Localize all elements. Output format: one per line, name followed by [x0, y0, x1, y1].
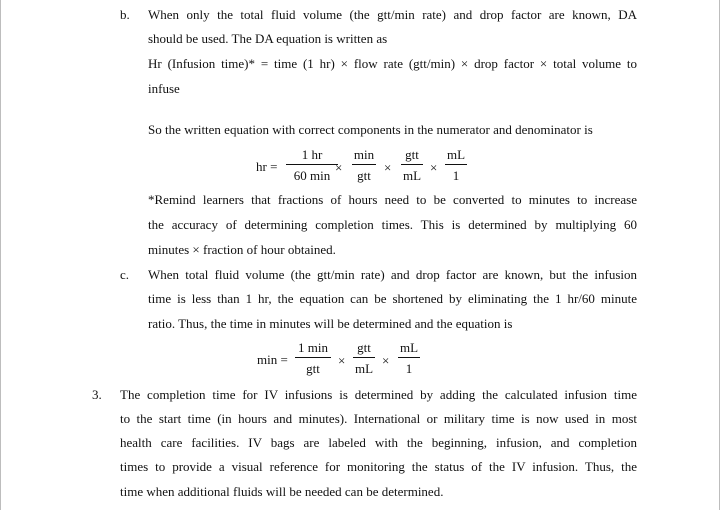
- fraction-numerator: mL: [398, 340, 420, 358]
- item-b-marker: b.: [120, 7, 130, 22]
- item-b-line-1: When only the total fluid volume (the gtt/min rate) and drop factor are known, DA: [148, 7, 637, 22]
- equation-hours: [256, 147, 486, 191]
- fraction-denominator: 1: [452, 168, 460, 183]
- times-sign: ×: [335, 160, 343, 175]
- item-3-line-3: health care facilities. IV bags are labeled with the beginning, infusion, and completion: [120, 435, 637, 450]
- item-3-marker: 3.: [92, 387, 102, 402]
- fraction-numerator: min: [352, 147, 376, 165]
- fraction-numerator: gtt: [353, 340, 375, 358]
- times-sign: ×: [430, 160, 438, 175]
- fraction-denominator: gtt: [306, 361, 320, 376]
- fraction-numerator: 1 min: [295, 340, 331, 358]
- fraction-min-per-gtt: [352, 147, 376, 184]
- item-b-line-4: infuse: [148, 81, 180, 96]
- fraction-denominator: mL: [354, 361, 374, 376]
- item-3-line-5: time when additional fluids will be needed can be determined.: [120, 484, 444, 499]
- fraction-denominator: mL: [402, 168, 422, 183]
- fraction-numerator: 1 hr: [286, 147, 338, 165]
- item-c-marker: c.: [120, 267, 130, 282]
- times-sign: ×: [384, 160, 392, 175]
- fraction-numerator: mL: [445, 147, 467, 165]
- item-b-line-2: should be used. The DA equation is written as: [148, 31, 388, 46]
- fraction-denominator: gtt: [357, 168, 371, 183]
- fraction-denominator: 1: [405, 361, 413, 376]
- item-3-line-4: times to provide a visual reference for monitoring the status of the IV infusion. Thus, the: [120, 459, 637, 474]
- item-c-line-1: When total fluid volume (the gtt/min rate) and drop factor are known, but the infusion: [148, 267, 637, 282]
- item-c-line-2: time is less than 1 hr, the equation can be shortened by eliminating the 1 hr/60 minute: [148, 291, 637, 306]
- item-c-line-3: ratio. Thus, the time in minutes will be determined and the equation is: [148, 316, 513, 331]
- times-sign: ×: [382, 353, 390, 368]
- times-sign: ×: [338, 353, 346, 368]
- equation-minutes: [257, 340, 437, 384]
- note-line-2: the accuracy of determining completion times. This is determined by multiplying 60: [148, 217, 637, 232]
- fraction-ml-per-1: [445, 147, 467, 184]
- item-3-line-2: to the start time (in hours and minutes). International or military time is now used in most: [120, 411, 637, 426]
- item-3-line-1: The completion time for IV infusions is determined by adding the calculated infusion time: [120, 387, 637, 402]
- note-line-1: *Remind learners that fractions of hours need to be converted to minutes to increase: [148, 192, 637, 207]
- item-b-line-3: Hr (Infusion time)* = time (1 hr) × flow rate (gtt/min) × drop factor × total volume to: [148, 56, 637, 71]
- equation-intro: So the written equation with correct components in the numerator and denominator is: [148, 122, 593, 137]
- equation-minutes-lhs: min =: [257, 352, 288, 367]
- fraction-hr-per-min: [286, 147, 338, 184]
- equation-hours-lhs: hr =: [256, 159, 278, 174]
- fraction-denominator: 60 min: [293, 168, 331, 183]
- fraction-ml-per-1: [398, 340, 420, 377]
- fraction-gtt-per-ml: [353, 340, 375, 377]
- fraction-gtt-per-ml: [401, 147, 423, 184]
- fraction-numerator: gtt: [401, 147, 423, 165]
- note-line-3: minutes × fraction of hour obtained.: [148, 242, 336, 257]
- fraction-min-per-gtt: [295, 340, 331, 377]
